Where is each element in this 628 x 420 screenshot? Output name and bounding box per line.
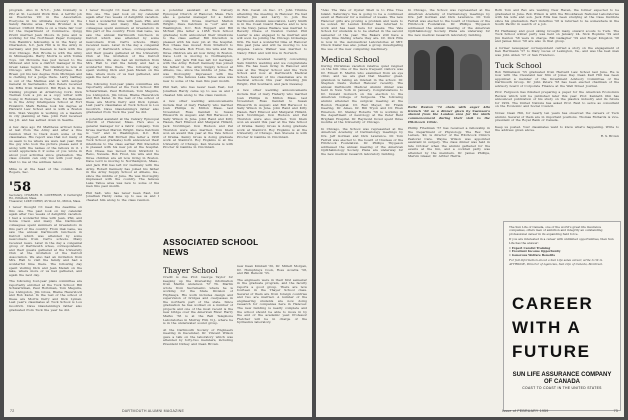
thayer-school-text: Credit is due Prof. George Taylor for keeping up the interesting information from Martin Anderson '57 Th. Martin wrote from Sacramento where he is working for the State Division of Highways. His work includes design and supervision of bridges and overpasses in the northern part of the state. Since graduation he has worked on a number of projects and one of the most recent is the new bridge over the American River. Harry Marks '56 is at the Bell Telephone Laboratories in Murray Hill, N.J., where he is in the underwater sound group. <box>163 275 233 326</box>
tuck-school-text: Notes: Dean Hill, for nearly ten years has observed the careers of Tuck alumni. Several of them are in important positions. Thomas Richards is vice-president of the Royal Bank of Canada. <box>495 111 619 123</box>
right-page <box>316 3 624 417</box>
class-notes-text: *Also The Vale of Oyster Shell is to Pine Tree Island. Saturday's Tea is going to be a continued event at Hanover for a number of weeks. The new Hanover girls are proving a problem and were to be solved. Dr. Lauren Kintner has returned to work and has been here for weeks. The Vale School for students is to be started in the second semester of the year. The Bakers still have a tough time finding where they are. Dr. Dick Ellis is now in the Aeronautical Laboratories at MIT. Chuck Kiefer has also joined a group investigating the use of the new computing machinery. <box>321 9 403 52</box>
ad-point: • Generous Welfare Benefits <box>509 252 556 257</box>
class-notes-text: I never thought I'd meet the deadline on this one. The past look on my calendar again after two weeks of delightful vacation. I had a wonderful time with Jean, Phil, and Sonia Cleon and many fine Dartmouth colleagues spent summers at Greensboro in this part of the country. From Oak Lane, we saw the annual Dartmouth luncheon in Detroit which was attended by some newcomers from Carl's schools. Many received news. Later in the day a congenial group of Dartmouth wives, correspondents, and their guests gathered at the University Club at the invitation of the Detroit Association. We also had an invitation from Mrs. Hall to visit the family and had a wonderful time there. The following day spent visiting Dick and Jean Mensh on the lake, where more of us had gathered, and again the next day. <box>9 205 82 277</box>
class-notes-text: Phil Salt, who has never been East, but Jonathan Hardy came up to see us and I cheated him along to the class reunion. <box>86 190 159 202</box>
left-column-3 <box>163 9 233 234</box>
tuck-school-text: Bob Williamson '55 graduated from Harvard Law School last June. He is now with the Cleveland law firm of Jones Day. Dean Karl Hill has been appointed a member of the Investment Advisory Committee of the Dartmouth Group. Dr. John Peters '58 has been elected chairman of the advisory board of Corporate Finance at the Wall Street Journal. <box>495 69 619 88</box>
sun-life-advertisement <box>503 221 621 411</box>
left-page <box>4 3 312 417</box>
thayer-school-text: At the Dartmouth Society of Engineers meeting in December, Dr. Vincent Wilson gave a talk on the laboratory which was attended by forty-two members, including President Dickey and Dean Brown. <box>163 327 233 346</box>
class-notes-text: A few other wedding announcements include that of Gary Flaherty who married Joan Phillips in Milton Mass. last November; Russ Kendall to Susan Ellsworth in August; and Bill Harwood to Sally Wilson in June. John Rand and Kitty Hazen, Bert Ellwood and Margaret Hillard, Jack Nordlinger, Don Hudson and Pat Thurston were also married. Tom Klein won an award this year at the Yale School of Drama. Kenny Gross is doing graduate work at Stanford. Roy Hopkins is at the University of Chicago. Ken Stevens is with Procter & Gamble in Cincinnati. <box>237 88 307 139</box>
magazine-footer: DARTMOUTH ALUMNI MAGAZINE <box>122 409 185 413</box>
ad-headline-with-a: WITH A <box>512 318 582 337</box>
class-notes-text: The following four-year plans committee are reportedly enrolled at the Tuck School: Bill Schwartzman, Paul Holtzman, Tom Maguire, Joe Livingston, Jim Gross, Blaine Haverstock and Bob Karel. In the rest of the school of these are Morris Perry and Dick Lyman. Last year's classmates at Tuck School is Lou Goodrich. Dave Glaudenning's father also graduated from Tuck the year he did. <box>86 81 159 115</box>
ad-tagline: COAST TO COAST IN THE UNITED STATES <box>522 386 602 390</box>
page-number: 72 <box>10 409 15 413</box>
right-column-1 <box>321 9 403 409</box>
ad-intro-b: If you are interested in a career with unlimited opportunities, then Sun Life has the answer: <box>509 237 614 245</box>
class-notes-text: The following four-year plans committee are reportedly enrolled at the Tuck School: Bill Schwartzman, Paul Holtzman, Tom Maguire, Joe Livingston, Jim Gross, Blaine Haverstock and Bob Karel. In the rest of the school of these are Morris Perry and Dick Lyman. Last year's classmates at Tuck School is Lou Goodrich. Dave Glaudenning's father also graduated from Tuck the year he did. <box>9 279 82 312</box>
class-notes-text: Both Tom and Bev are wanting New Haven, the former expected to be graduated in June. Bob Wilson is with the Brookhaven National Laboratories with his wife and son. Jack Ellis has been studying at the Case Institute since his graduation. Bert Osterhus '58 is returned to be somewhere in the South Pacific in search of a job. <box>495 9 619 27</box>
right-column-2 <box>408 9 490 224</box>
page-number: 73 <box>613 409 618 413</box>
ad-company-name: SUN LIFE ASSURANCE COMPANY OF CANADA <box>512 372 612 385</box>
class-notes-text: a potential assistant at the Calvary Episcopal Church of Hanover, Mass. He's also a general manager for a fabric company. Tom Kruse married Marion Wright. Dave Ketchum is "out" and in Washington, D.C. Bob Ruppert and Bill McNeil (the latter a 1958 Tuck School graduate) both announced their intentions to the class earlier. Bill Knowlton is pleased with his new job at the hospital. Ron Chase has moved from Stratford to Reno, Nevada. Bob Frost, his wife and the three children are all now living in Boston. Dave Lord is moving to Northampton, Mass., and Jack Hill has left for Germany with the Army. Robert Kennedy has joined his father in the Army Supply School at Athens, Ga., since the middle of June. He was thoroughly impressed with the country. The famous Lake Tahoe area was new to some of the men this past month. <box>86 116 159 189</box>
class-notes-text: I never thought I'd meet the deadline on this one. The past look on my calendar again after two weeks of delightful vacation. I had a wonderful time with Jean, Phil, and Sonia Cleon and many fine Dartmouth colleagues spent summers at Greensboro in this part of the country. From Oak Lane, we saw the annual Dartmouth luncheon in Detroit which was attended by some newcomers from Carl's schools. Many received news. Later in the day a congenial group of Dartmouth wives, correspondents, and their guests gathered at the University Club at the invitation of the Detroit Association. We also had an invitation from Mrs. Hall to visit the family and had a wonderful time there. The following day spent visiting Dick and Jean Mensh on the lake, where more of us had gathered, and again the next day. <box>86 9 159 80</box>
medical-school-text: In Chicago, the School was represented at the American Academy of Dermatology meetings by Drs. Jeff Gorman and Dick Lawrence. Dr. Tom Farrell was elected to the board of trustees of the Hitchcock Foundation. Dr. Phillips Thygeson addressed the annual meeting of the American Ophthalmology Society. Plans are underway for the new medical research laboratory building. <box>408 9 490 37</box>
class-heading-block <box>9 181 82 204</box>
class-secretary: Secretary, CHARLES H. GOVERNOR, 9 Cartwright Rd., Pittsfield, Mass. <box>9 192 82 200</box>
thayer-school-heading: Thayer School <box>163 266 218 275</box>
ad-intro: The Sun Life of Canada, one of the world's great life insurance companies, offers men of ambition and integrity an outstanding professional career in its expanding field force. <box>509 226 603 236</box>
right-column-3 <box>495 9 619 221</box>
class-notes-text: A former newspaper correspondent carried a story on the engagement of Ken Herrmann '57 to Mary Lucas of Lexington, Va., and was the best man was John Alden '57 of San Francisco. <box>495 45 619 58</box>
medical-school-text: In Chicago, the School was represented at the American Academy of Dermatology meetings by Drs. Jeff Gorman and Dick Lawrence. Dr. Tom Farrell was elected to the board of trustees of the Hitchcock Foundation. Dr. Phillips Thygeson addressed the annual meeting of the American Ophthalmology Society. Plans are underway for the new medical research laboratory building. <box>321 126 403 156</box>
class-notes-text: in Bob Cavell on Dec. 27. John Trimble attending the meeting in Hanover. He had invited Jim and Larry to join the Dartmouth Alumni Association. Larry Smith is in the Coast Guard Reserve and is now in the Navy. James Wallace was married to Beverly Chase of Newton Center. Phil Lawler is also engaged to be married and will soon be joining the Chicago brokerage firm. He had a wonderful time at Hanover this past June and will be moving to Los Angeles. Lance Walker was married to Nancy Elliot and will live in Norwich. <box>237 9 307 55</box>
ad-point: • Excellent Income Opportunity <box>509 249 561 254</box>
tuck-school-text: Keep us posted. Your classmates want to know what's happening. Write to the address given above. <box>495 124 619 133</box>
tuck-school-text: Prof. Ferguson has finished preparing a paper for the American Economics Review which will be published later this year. Prof. Kenneth Olm has announced publication of his study on the plastics industry and its future for 1959. The United Nations has asked Prof. Reid to serve as consultant on the Economic and Social Council. <box>495 90 619 109</box>
class-notes-text: Ed Hathaway and good skiing brought many onward scouts to Tuck. The Tuck School winter party was held on January 24. Nick Hopkins '59 and Jim Denton '58 were in charge. Bill Gallagher '59 and Roger Kingston '58 and James Knox '58 are also in that group. <box>495 28 619 44</box>
class-notes-text: Phil Salt, who has never been East, but Jonathan Hardy came up to see us and I cheated him along to the class reunion. <box>163 85 233 97</box>
tuck-school-heading: Tuck School <box>495 60 542 70</box>
tuck-signature: R. S. Brown <box>600 133 619 138</box>
left-column-1 <box>9 9 82 405</box>
left-column-2 <box>86 9 159 405</box>
thayer-school-text: The engineers were in their first semester in the graduate program, and the faculty reports a good group. There are now fourteen in the Thayer School class. Several of them are from foreign countries and two are married. A number of the engineering students are now doing research for companies here in Hanover. The new building is nearly complete and the school should be able to move in by the end of the academic year. Professor Fletcher will be in charge of the hydraulics laboratory. <box>237 277 307 325</box>
dinner-photo <box>408 40 490 104</box>
thayer-school-column <box>163 265 233 405</box>
medical-school-text: During Christmas vacation relative quiet reigned on the hill. One of the more frequent visitors was Dr. Ernest E. Martin who examined from an eye clinic, and we are glad that Stearns' great-grandson is taking an interest in the school. Dr. Stephen Davis visited Hanover recently. The annual Dartmouth Medical Alumni dinner was held in New York in January. Congratulations to Dr. Donald Gorsuch on his election to the American College of Surgeons. The following alumni attended the surgical meeting at the Boston Hospital: Dr. Bud Meyer, Dr. Frank Deering, Dr. Ames, Dr. Bill Tryon and Dr. Eben Emerson. Dr. Stanley Roberts '56 is working in the department of neurology at the Peter Bent Brigham Hospital. Dr. Raymond Dowd spent three months at the University of Chicago. <box>321 63 403 125</box>
class-notes-text: A few other wedding announcements include that of Gary Flaherty who married Joan Phillips in Milton Mass. last November; Russ Kendall to Susan Ellsworth in August; and Bill Harwood to Sally Wilson in June. John Rand and Kitty Hazen, Bert Ellwood and Margaret Hillard, Jack Nordlinger, Don Hudson and Pat Thurston were also married. Tom Klein won an award this year at the Yale School of Drama. Kenny Gross is doing graduate work at Stanford. Roy Hopkins is at the University of Chicago. Ken Stevens is with Procter & Gamble in Cincinnati. <box>163 99 233 150</box>
class-year-heading: '58 <box>9 179 32 195</box>
class-notes-text: a potential assistant at the Calvary Episcopal Church of Hanover, Mass. He's also a general manager for a fabric company. Tom Kruse married Marion Wright. Dave Ketchum is "out" and in Washington, D.C. Bob Ruppert and Bill McNeil (the latter a 1958 Tuck School graduate) both announced their intentions to the class earlier. Bill Knowlton is pleased with his new job at the hospital. Ron Chase has moved from Stratford to Reno, Nevada. Bob Frost, his wife and the three children are all now living in Boston. Dave Lord is moving to Northampton, Mass., and Jack Hill has left for Germany with the Army. Robert Kennedy has joined his father in the Army Supply School at Athens, Ga., since the middle of June. He was thoroughly impressed with the country. The famous Lake Tahoe area was new to some of the men this past month. <box>163 9 233 83</box>
left-column-4 <box>237 9 307 234</box>
class-notes-text: program. Also in N.Y.C., John Donnelly is PIU at St. Leonard Work Mon. A terrific job as Executive V.P. in the Association. Everyone in his ultimate recovery in the Sandy Blevins area. Frank Brunner is in Denver. Clifford Wille is on a trade fair tour for the Department of Commerce. Quigg Pruitt married Jean Moore in June and is working for the Northwest Paper Company. Tom Hamlin's fellowship is in the Navy at Charleston, S.C. Jack Hill is in the Army in Germany and Jim Keenan is back with the 31st Chicago. Bob Brodie is with the Army in Minneapolis. Barry Morris is with Tonka Toys. Gil McGuire has just moved to the Midwest and now a district manager in the Great Lakes region. Jim Gladston is now at Chicago with the Field Enterprises. Bob Breen got his law degree from Michigan and is clerking for a judge there. Larry Gaffney is out of the Marines and is with Aerojet General in Sacramento. Bob Peters received his MBA from Stanford. Bill Ryan is in the training program at Armstrong Cork. Dick Tiernan took a job as a copy writer with Young & Rubicam in New York. Ed Halloran is in the Army Intelligence School at Fort Holabird. Mark Rehme took his degree at Harvard Law School and is with a Boston firm. Stan Vaughn is working on a masters in city planning at Yale. John Feld received his J.D. and has settled down in Seattle. <box>9 9 82 122</box>
class-notes-text: A picture received recently concerning Sam Smith's wedding and we congratulate him. He has been living in Hanover and was at the Thayer School and the Tuck School and now at Dartmouth Medical School. Several of his classmates are in medical schools this year including Jim Wright, Phil Southard, and Jack Devaney. <box>237 57 307 86</box>
thayer-school-text: new Dean Kimball '30, Dr. Millett Morgan, Dr. Humphreys Cook, Ross Accetta '58, and Bill Bemont '55. <box>237 265 307 276</box>
photo-caption: Bette Reston '74 chats with eager Alta Kreisch '60 as a dinner given by Swenson's alumni from the London area for the ninth commencement during their visit to the Hitchcock Clinic. <box>408 105 490 124</box>
medical-school-text: Phillip Friedman '57 has received a fellowship in the Department of Physiology. The Rev. Ted Larsen, '40, is director of the Hitchcock Clinic's Pastoral Care. Wayne Wilson was appointed assistant in surgery. The class dinner was held in late October when the alumni gathered for the events at the Inn, and a cocktail party was attended by the members. Dr. James Phillips, Marvin Glaser, Dr. Arthur Harris. <box>408 126 490 159</box>
thayer-school-column-2 <box>237 265 307 405</box>
ad-headline-career: CAREER <box>512 294 594 313</box>
issue-footer: Issue of FEBRUARY 1959 <box>502 409 549 413</box>
class-notes-text: Mike is at the head of the column. Ben Rogers, Sec. <box>9 166 82 175</box>
class-treasurer: Treasurer, LUKE CORDY, 45 Wood St., Milton, Mass. <box>9 199 81 204</box>
ad-body <box>509 226 615 266</box>
ad-headline-future: FUTURE <box>512 342 591 361</box>
associated-school-news-heading: ASSOCIATED SCHOOL NEWS <box>163 238 259 257</box>
medical-school-heading: Medical School <box>321 54 380 64</box>
ad-point: • Expert Careful Training <box>509 246 551 251</box>
ad-contact: For full information about a Sun Life sales career, write to W. G. ATTRIDGE, Director of Agencies, Sun Life of Canada, Montreal. <box>509 258 603 266</box>
class-notes-text: A few days ago Ed Matthews arrived home at last from the Army and after a fine reunion tried to track down some of his classmates. His report was that not many of us seem to be where we were last year. Will the guy who took the picture please send it along with the names of the fellows in it. I would appreciate it if some of you wrote in about your activities since graduation. The class column can only run with your help. Mail to me at the address below. <box>9 124 82 164</box>
